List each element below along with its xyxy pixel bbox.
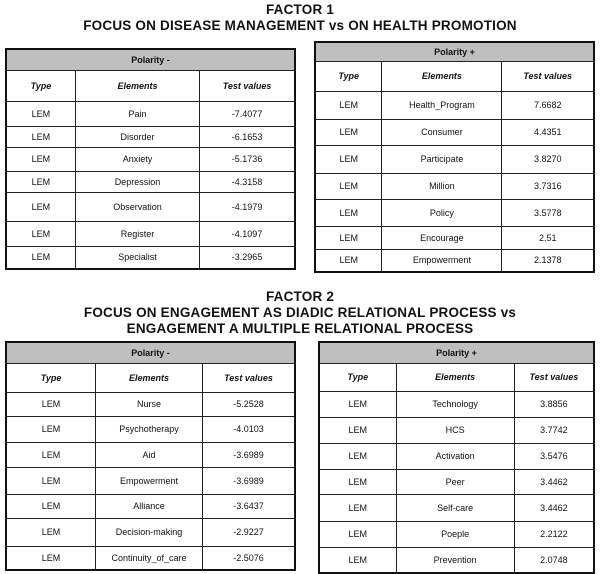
table-row bbox=[315, 199, 594, 226]
test-value-cell: -3.6437 bbox=[203, 494, 296, 518]
type-cell: LEM bbox=[6, 192, 75, 221]
element-cell: Alliance bbox=[96, 494, 203, 518]
test-value-cell: -5.2528 bbox=[203, 392, 296, 416]
column-header-elements: Elements bbox=[96, 363, 203, 392]
polarity-label: Polarity + bbox=[319, 342, 594, 363]
type-cell: LEM bbox=[6, 494, 96, 518]
test-value-cell: 7.6682 bbox=[502, 91, 594, 119]
factor2-title: FACTOR 2 bbox=[265, 289, 335, 304]
test-value-cell: 2.0748 bbox=[514, 547, 594, 573]
element-cell: Self-care bbox=[396, 494, 514, 521]
table-row bbox=[6, 221, 295, 246]
type-cell: LEM bbox=[6, 546, 96, 570]
element-cell: Psychotherapy bbox=[96, 416, 203, 442]
table-row bbox=[315, 226, 594, 249]
test-value-cell: -3.6989 bbox=[203, 467, 296, 494]
test-value-cell: -4.3158 bbox=[200, 171, 295, 192]
type-cell: LEM bbox=[6, 126, 75, 147]
column-header-row bbox=[315, 61, 594, 91]
element-cell: Register bbox=[75, 221, 199, 246]
test-value-cell: 2.1378 bbox=[502, 249, 594, 272]
factor1-subtitle: FOCUS ON DISEASE MANAGEMENT vs ON HEALTH PROMOTION bbox=[83, 18, 517, 33]
test-value-cell: -3.6989 bbox=[203, 442, 296, 467]
factor2-polarity-negative-table bbox=[5, 341, 296, 571]
table-row bbox=[6, 246, 295, 269]
table-row bbox=[315, 119, 594, 145]
table-row bbox=[6, 546, 295, 570]
table-row bbox=[6, 147, 295, 171]
element-cell: Pain bbox=[75, 101, 199, 126]
type-cell: LEM bbox=[6, 467, 96, 494]
column-header-type: Type bbox=[6, 363, 96, 392]
test-value-cell: -6.1653 bbox=[200, 126, 295, 147]
table-row bbox=[315, 91, 594, 119]
test-value-cell: -2.5076 bbox=[203, 546, 296, 570]
type-cell: LEM bbox=[6, 416, 96, 442]
column-header-elements: Elements bbox=[396, 363, 514, 391]
table-row bbox=[319, 417, 594, 443]
element-cell: Encourage bbox=[382, 226, 502, 249]
type-cell: LEM bbox=[315, 249, 382, 272]
test-value-cell: 2.2122 bbox=[514, 521, 594, 547]
type-cell: LEM bbox=[319, 391, 396, 417]
type-cell: LEM bbox=[6, 392, 96, 416]
type-cell: LEM bbox=[6, 246, 75, 269]
column-header-test-values: Test values bbox=[514, 363, 594, 391]
element-cell: Disorder bbox=[75, 126, 199, 147]
column-header-type: Type bbox=[315, 61, 382, 91]
test-value-cell: -4.1979 bbox=[200, 192, 295, 221]
type-cell: LEM bbox=[6, 518, 96, 546]
column-header-elements: Elements bbox=[382, 61, 502, 91]
factor1-polarity-negative-table bbox=[5, 48, 296, 270]
test-value-cell: -3.2965 bbox=[200, 246, 295, 269]
column-header-test-values: Test values bbox=[203, 363, 296, 392]
element-cell: Technology bbox=[396, 391, 514, 417]
polarity-label: Polarity - bbox=[6, 342, 295, 363]
table-row bbox=[6, 392, 295, 416]
table-row bbox=[319, 547, 594, 573]
column-header-elements: Elements bbox=[75, 70, 199, 101]
column-header-type: Type bbox=[319, 363, 396, 391]
table-row bbox=[315, 145, 594, 173]
table-row bbox=[6, 518, 295, 546]
table-row bbox=[6, 171, 295, 192]
type-cell: LEM bbox=[6, 221, 75, 246]
column-header-test-values: Test values bbox=[200, 70, 295, 101]
test-value-cell: -7.4077 bbox=[200, 101, 295, 126]
element-cell: Participate bbox=[382, 145, 502, 173]
element-cell: Consumer bbox=[382, 119, 502, 145]
factor2-polarity-positive-table bbox=[318, 341, 595, 574]
element-cell: Prevention bbox=[396, 547, 514, 573]
factor2-subtitle-line1: FOCUS ON ENGAGEMENT AS DIADIC RELATIONAL PROCESS vs bbox=[83, 305, 517, 320]
table-row bbox=[6, 442, 295, 467]
element-cell: Poeple bbox=[396, 521, 514, 547]
element-cell: HCS bbox=[396, 417, 514, 443]
test-value-cell: 3.8270 bbox=[502, 145, 594, 173]
element-cell: Continuity_of_care bbox=[96, 546, 203, 570]
test-value-cell: -2.9227 bbox=[203, 518, 296, 546]
test-value-cell: 3.4462 bbox=[514, 469, 594, 494]
element-cell: Nurse bbox=[96, 392, 203, 416]
type-cell: LEM bbox=[6, 147, 75, 171]
element-cell: Activation bbox=[396, 443, 514, 469]
element-cell: Anxiety bbox=[75, 147, 199, 171]
test-value-cell: 3.5476 bbox=[514, 443, 594, 469]
table-row bbox=[6, 192, 295, 221]
polarity-header-row bbox=[319, 342, 594, 363]
table-row bbox=[319, 469, 594, 494]
type-cell: LEM bbox=[315, 119, 382, 145]
element-cell: Empowerment bbox=[96, 467, 203, 494]
test-value-cell: 4.4351 bbox=[502, 119, 594, 145]
element-cell: Decision-making bbox=[96, 518, 203, 546]
test-value-cell: 3.4462 bbox=[514, 494, 594, 521]
type-cell: LEM bbox=[6, 101, 75, 126]
polarity-header-row bbox=[6, 342, 295, 363]
table-row bbox=[315, 173, 594, 199]
type-cell: LEM bbox=[319, 417, 396, 443]
polarity-header-row bbox=[6, 49, 295, 70]
column-header-type: Type bbox=[6, 70, 75, 101]
test-value-cell: 3.7742 bbox=[514, 417, 594, 443]
table-row bbox=[6, 494, 295, 518]
type-cell: LEM bbox=[315, 91, 382, 119]
type-cell: LEM bbox=[319, 521, 396, 547]
type-cell: LEM bbox=[319, 443, 396, 469]
type-cell: LEM bbox=[315, 199, 382, 226]
type-cell: LEM bbox=[319, 469, 396, 494]
table-row bbox=[315, 249, 594, 272]
type-cell: LEM bbox=[315, 145, 382, 173]
type-cell: LEM bbox=[315, 226, 382, 249]
element-cell: Observation bbox=[75, 192, 199, 221]
test-value-cell: -4.1097 bbox=[200, 221, 295, 246]
table-row bbox=[319, 521, 594, 547]
table-row bbox=[319, 494, 594, 521]
type-cell: LEM bbox=[319, 494, 396, 521]
column-header-row bbox=[319, 363, 594, 391]
element-cell: Specialist bbox=[75, 246, 199, 269]
column-header-test-values: Test values bbox=[502, 61, 594, 91]
type-cell: LEM bbox=[6, 171, 75, 192]
column-header-row bbox=[6, 363, 295, 392]
table-row bbox=[319, 391, 594, 417]
factor1-title: FACTOR 1 bbox=[265, 2, 335, 17]
column-header-row bbox=[6, 70, 295, 101]
element-cell: Million bbox=[382, 173, 502, 199]
element-cell: Peer bbox=[396, 469, 514, 494]
element-cell: Empowerment bbox=[382, 249, 502, 272]
type-cell: LEM bbox=[319, 547, 396, 573]
table-row bbox=[319, 443, 594, 469]
polarity-label: Polarity + bbox=[315, 42, 594, 61]
factor1-polarity-positive-table bbox=[314, 41, 595, 273]
type-cell: LEM bbox=[6, 442, 96, 467]
element-cell: Policy bbox=[382, 199, 502, 226]
test-value-cell: -4.0103 bbox=[203, 416, 296, 442]
table-row bbox=[6, 101, 295, 126]
element-cell: Aid bbox=[96, 442, 203, 467]
factor2-subtitle-line2: ENGAGEMENT A MULTIPLE RELATIONAL PROCESS bbox=[126, 321, 474, 336]
type-cell: LEM bbox=[315, 173, 382, 199]
test-value-cell: 3.7316 bbox=[502, 173, 594, 199]
polarity-header-row bbox=[315, 42, 594, 61]
test-value-cell: -5.1736 bbox=[200, 147, 295, 171]
element-cell: Depression bbox=[75, 171, 199, 192]
element-cell: Health_Program bbox=[382, 91, 502, 119]
table-row bbox=[6, 467, 295, 494]
table-row bbox=[6, 126, 295, 147]
polarity-label: Polarity - bbox=[6, 49, 295, 70]
test-value-cell: 3.8856 bbox=[514, 391, 594, 417]
table-row bbox=[6, 416, 295, 442]
test-value-cell: 2.51 bbox=[502, 226, 594, 249]
test-value-cell: 3.5778 bbox=[502, 199, 594, 226]
